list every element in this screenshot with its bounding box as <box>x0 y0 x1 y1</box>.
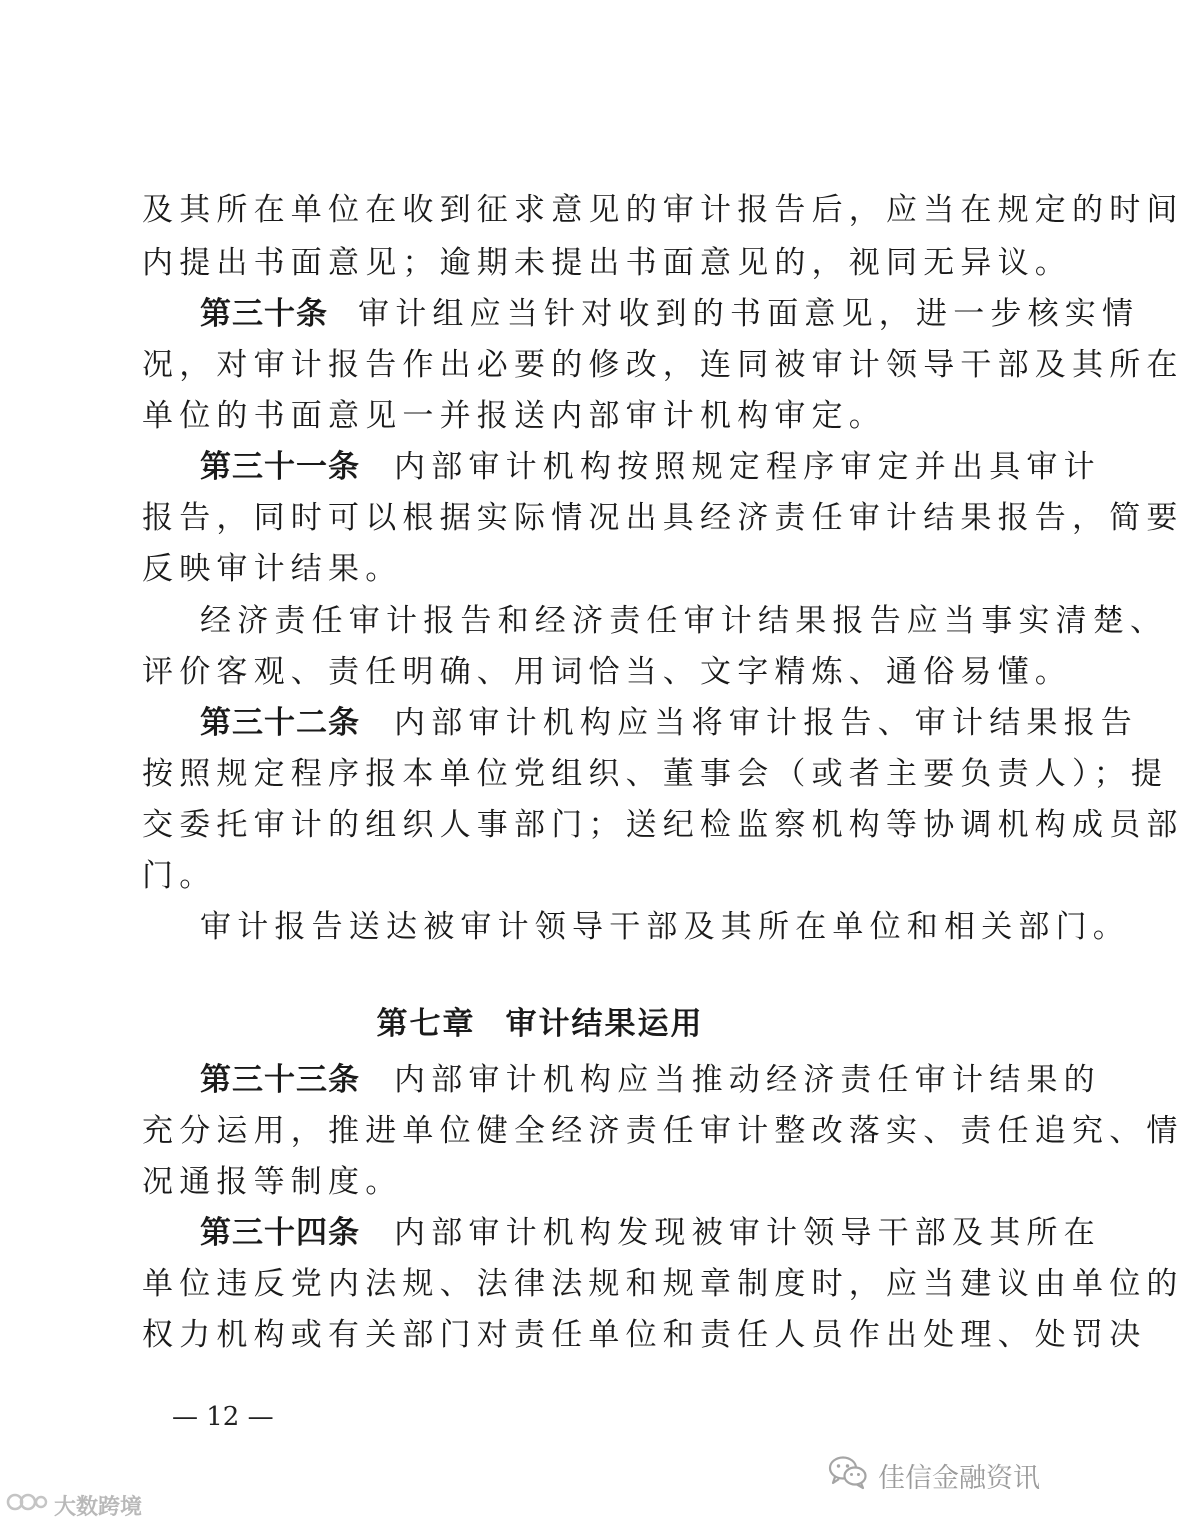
brand-watermark <box>6 1488 142 1522</box>
article-32-text: 内部审计机构应当将审计报告、审计结果报告 <box>394 705 1138 741</box>
wechat-watermark <box>828 1455 1040 1495</box>
paragraph-line: 单位违反党内法规、法律法规和规章制度时，应当建议由单位的 <box>142 1266 1184 1302</box>
paragraph-line: 经济责任审计报告和经济责任审计结果报告应当事实清楚、 <box>200 603 1168 639</box>
chapter-title: 审计结果运用 <box>505 1006 704 1042</box>
article-31-first-line <box>200 447 1101 487</box>
paragraph-line: 及其所在单位在收到征求意见的审计报告后，应当在规定的时间 <box>142 192 1184 228</box>
paragraph-line: 况通报等制度。 <box>142 1164 403 1200</box>
article-31-title: 第三十一条 <box>200 449 360 485</box>
paragraph-line: 内提出书面意见；逾期未提出书面意见的，视同无异议。 <box>142 245 1072 281</box>
paragraph-line: 权力机构或有关部门对责任单位和责任人员作出处理、处罚决 <box>142 1317 1147 1353</box>
wechat-icon <box>828 1455 878 1496</box>
brand-name: 大数跨境 <box>54 1494 143 1520</box>
article-30-text: 审计组应当针对收到的书面意见，进一步核实情 <box>358 296 1140 332</box>
paragraph-line: 评价客观、责任明确、用词恰当、文字精炼、通俗易懂。 <box>142 654 1072 690</box>
paragraph-line: 报告，同时可以根据实际情况出具经济责任审计结果报告，简要 <box>142 500 1184 536</box>
chapter-number: 第七章 <box>376 1006 476 1042</box>
article-31-text: 内部审计机构按照规定程序审定并出具审计 <box>394 449 1101 485</box>
brand-logo-icon <box>6 1489 54 1521</box>
paragraph-line: 门。 <box>142 858 217 894</box>
article-34-first-line <box>200 1213 1101 1253</box>
paragraph-line: 交委托审计的组织人事部门；送纪检监察机构等协调机构成员部 <box>142 807 1184 843</box>
article-32-first-line <box>200 703 1138 743</box>
article-30-first-line <box>200 294 1140 334</box>
article-33-title: 第三十三条 <box>200 1062 360 1098</box>
chapter-heading <box>0 1004 1080 1044</box>
article-34-text: 内部审计机构发现被审计领导干部及其所在 <box>394 1215 1101 1251</box>
paragraph-line: 况，对审计报告作出必要的修改，连同被审计领导干部及其所在 <box>142 347 1184 383</box>
wechat-account-name: 佳信金融资讯 <box>878 1462 1040 1494</box>
article-34-title: 第三十四条 <box>200 1215 360 1251</box>
article-30-title: 第三十条 <box>200 296 328 332</box>
paragraph-line: 审计报告送达被审计领导干部及其所在单位和相关部门。 <box>200 909 1130 945</box>
paragraph-line: 按照规定程序报本单位党组织、董事会（或者主要负责人）；提 <box>142 756 1169 792</box>
article-33-text: 内部审计机构应当推动经济责任审计结果的 <box>394 1062 1101 1098</box>
paragraph-line: 单位的书面意见一并报送内部审计机构审定。 <box>142 398 886 434</box>
paragraph-line: 充分运用，推进单位健全经济责任审计整改落实、责任追究、情 <box>142 1113 1184 1149</box>
page-number: — 12 — <box>172 1402 274 1432</box>
article-32-title: 第三十二条 <box>200 705 360 741</box>
article-33-first-line <box>200 1060 1101 1100</box>
paragraph-line: 反映审计结果。 <box>142 551 403 587</box>
